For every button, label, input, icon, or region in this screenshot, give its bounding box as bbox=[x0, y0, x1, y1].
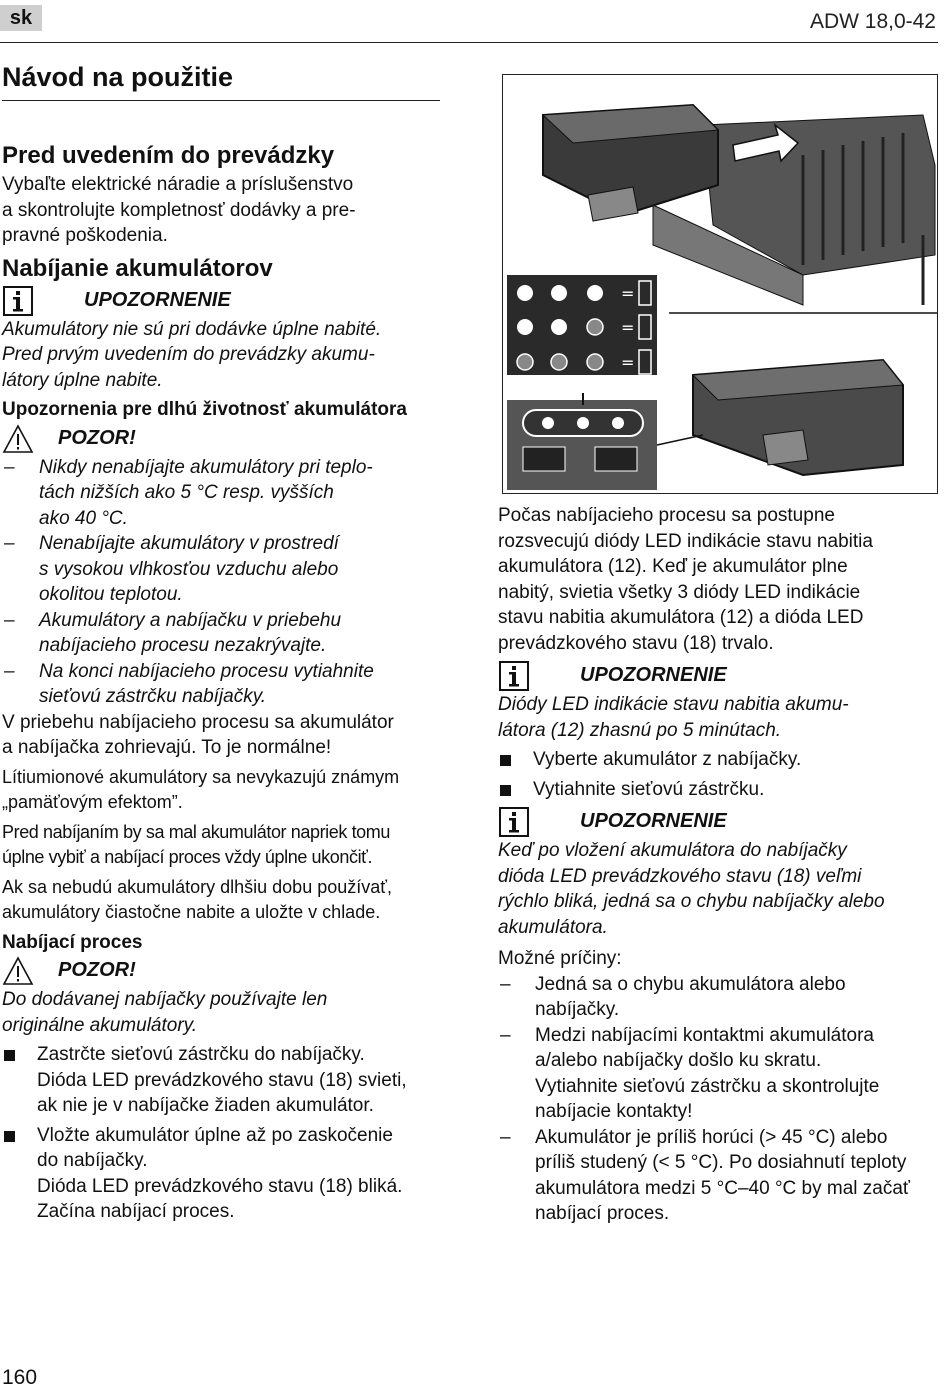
list-item bbox=[498, 747, 936, 773]
language-tag: sk bbox=[0, 5, 42, 31]
notice-label: UPOZORNENIE bbox=[580, 664, 727, 687]
list-item: – Akumulátory a nabíjačku v priebehu nabíjacieho procesu nezakrývajte. bbox=[2, 608, 440, 659]
text-line: dióda LED prevádzkového stavu (18) veľmi bbox=[498, 865, 862, 887]
notice-box bbox=[2, 285, 440, 317]
text-line: Na konci nabíjacieho procesu vytiahnite bbox=[39, 660, 374, 682]
header-divider bbox=[0, 42, 938, 43]
text-line: nabitý, svietia všetky 3 diódy LED indikácie bbox=[498, 581, 861, 603]
paragraph bbox=[2, 710, 440, 761]
text-line: okolitou teplotou. bbox=[39, 584, 183, 605]
page-number: 160 bbox=[2, 1366, 38, 1389]
list-item: – Na konci nabíjacieho procesu vytiahnite sieťovú zástrčku nabíjačky. bbox=[2, 659, 440, 710]
caution-label: POZOR! bbox=[58, 426, 136, 449]
text-line: Ak sa nebudú akumulátory dlhšiu dobu používať, bbox=[2, 876, 392, 897]
text-line: Jedná sa o chybu akumulátora alebo bbox=[535, 973, 846, 995]
text-line: a/alebo nabíjačky došlo ku skratu. bbox=[535, 1050, 822, 1071]
causes-label: Možné príčiny: bbox=[498, 948, 622, 969]
text-line: Začína nabíjací proces. bbox=[37, 1201, 235, 1222]
text-line: nabíjačky. bbox=[535, 999, 620, 1020]
left-column bbox=[2, 140, 440, 1225]
text-line: rozsvecujú diódy LED indikácie stavu nabitia bbox=[498, 530, 873, 552]
right-column bbox=[498, 503, 936, 1227]
text-line: sieťovú zástrčku nabíjačky. bbox=[39, 686, 267, 707]
bullet-square-icon bbox=[4, 1050, 15, 1061]
text-line: Vytiahnite sieťovú zástrčku. bbox=[533, 778, 765, 800]
text-line: pravné poškodenia. bbox=[2, 225, 168, 246]
text-line: prevádzkového stavu (18) trvalo. bbox=[498, 632, 774, 654]
notice-text bbox=[498, 838, 936, 940]
text-line: Počas nabíjacieho procesu sa postupne bbox=[498, 505, 835, 526]
page-title: Návod na použitie bbox=[2, 62, 234, 92]
info-icon bbox=[2, 285, 34, 317]
text-line: a nabíjačka zohrievajú. To je normálne! bbox=[2, 737, 332, 758]
text-line: s vysokou vlhkosťou vzduchu alebo bbox=[39, 558, 339, 580]
svg-text:=: = bbox=[621, 284, 635, 303]
notice-label: UPOZORNENIE bbox=[580, 810, 727, 833]
text-line: stavu nabitia akumulátora (12) a dióda LED bbox=[498, 607, 864, 628]
text-line: akumulátora. bbox=[498, 916, 608, 938]
paragraph bbox=[2, 875, 440, 926]
notice-box bbox=[498, 806, 936, 838]
text-line: nabíjacieho procesu nezakrývajte. bbox=[39, 635, 327, 656]
notice-text bbox=[2, 317, 440, 394]
text-line: Vyberte akumulátor z nabíjačky. bbox=[533, 749, 802, 770]
text-line: V priebehu nabíjacieho procesu sa akumulátor bbox=[2, 711, 394, 733]
section-heading-charging-process: Nabíjací proces bbox=[2, 931, 143, 953]
causes-list bbox=[498, 972, 936, 1227]
charger-illustration bbox=[502, 74, 938, 494]
text-line: „pamäťovým efektom”. bbox=[2, 792, 183, 812]
warning-triangle-icon bbox=[2, 423, 34, 455]
text-line: látora (12) zhasnú po 5 minútach. bbox=[498, 719, 782, 741]
text-line: tách nižších ako 5 °C resp. vyšších bbox=[39, 482, 334, 503]
text-line: Nikdy nenabíjajte akumulátory pri teplo- bbox=[39, 456, 373, 478]
list-item: – Nikdy nenabíjajte akumulátory pri teplo- tách nižších ako 5 °C resp. vyšších ako 40 °C. bbox=[2, 455, 440, 532]
title-divider bbox=[2, 100, 440, 101]
caution-text bbox=[2, 987, 440, 1038]
text-line: akumulátory čiastočne nabite a uložte v chlade. bbox=[2, 902, 381, 922]
text-line: akumulátora (12). Keď je akumulátor plne bbox=[498, 556, 848, 577]
text-line: Medzi nabíjacími kontaktmi akumulátora bbox=[535, 1024, 874, 1046]
bullet-square-icon bbox=[4, 1131, 15, 1142]
text-line: Pred prvým uvedením do prevádzky akumu- bbox=[2, 344, 375, 365]
text-line: Vložte akumulátor úplne až po zaskočenie bbox=[37, 1124, 393, 1146]
bullet-square-icon bbox=[500, 785, 511, 796]
info-icon bbox=[498, 660, 530, 692]
bullet-square-icon bbox=[500, 755, 511, 766]
text-line: príliš studený (< 5 °C). Po dosiahnutí teploty bbox=[535, 1152, 907, 1173]
model-name: ADW 18,0-42 bbox=[809, 10, 936, 33]
text-line: Keď po vložení akumulátora do nabíjačky bbox=[498, 840, 847, 861]
text-line: Lítiumionové akumulátory sa nevykazujú známym bbox=[2, 766, 400, 787]
list-item: – Nenabíjajte akumulátory v prostredí s vysokou vlhkosťou vzduchu alebo okolitou teplotou. bbox=[2, 531, 440, 608]
text-line: Dióda LED prevádzkového stavu (18) svieti, bbox=[37, 1069, 407, 1091]
info-icon bbox=[498, 806, 530, 838]
caution-box bbox=[2, 423, 440, 455]
text-line: látory úplne nabite. bbox=[2, 369, 163, 391]
list-item bbox=[2, 1042, 440, 1119]
text-line: akumulátora medzi 5 °C–40 °C by mal začať bbox=[535, 1177, 911, 1199]
text-line: a skontrolujte kompletnosť dodávky a pre- bbox=[2, 199, 356, 221]
text-line: Dióda LED prevádzkového stavu (18) bliká. bbox=[37, 1175, 403, 1197]
section-heading-charging: Nabíjanie akumulátorov bbox=[2, 254, 273, 282]
notice-box bbox=[498, 660, 936, 692]
list-item: – Medzi nabíjacími kontaktmi akumulátora a/alebo nabíjačky došlo ku skratu. Vytiahnite sieťovú zástrčku a skontrolujte nabíjacie kontakty! bbox=[498, 1023, 936, 1125]
svg-text:=: = bbox=[621, 353, 635, 372]
text-line: úplne vybiť a nabíjací proces vždy úplne ukončiť. bbox=[2, 847, 373, 867]
text-line: Zastrčte sieťovú zástrčku do nabíjačky. bbox=[37, 1044, 365, 1065]
text-line: Akumulátor je príliš horúci (> 45 °C) alebo bbox=[535, 1126, 888, 1148]
text-line: nabíjacie kontakty! bbox=[535, 1101, 693, 1122]
text-line: Diódy LED indikácie stavu nabitia akumu- bbox=[498, 694, 849, 715]
text-line: Nenabíjajte akumulátory v prostredí bbox=[39, 533, 339, 554]
list-item: – Jedná sa o chybu akumulátora alebo nabíjačky. bbox=[498, 972, 936, 1023]
text-line: do nabíjačky. bbox=[37, 1150, 148, 1171]
caution-label: POZOR! bbox=[58, 959, 136, 982]
warning-triangle-icon bbox=[2, 955, 34, 987]
list-item bbox=[498, 777, 936, 803]
notice-label: UPOZORNENIE bbox=[84, 288, 231, 311]
text-line: nabíjací proces. bbox=[535, 1203, 670, 1224]
svg-text:=: = bbox=[621, 318, 635, 337]
text-line: Akumulátory a nabíjačku v priebehu bbox=[39, 609, 342, 631]
text-line: Vytiahnite sieťovú zástrčku a skontrolujte bbox=[535, 1075, 880, 1097]
text-line: Do dodávanej nabíjačky používajte len bbox=[2, 989, 328, 1010]
paragraph bbox=[498, 503, 936, 656]
text-line: originálne akumulátory. bbox=[2, 1014, 198, 1036]
list-item bbox=[2, 1123, 440, 1225]
paragraph bbox=[2, 765, 440, 816]
caution-box bbox=[2, 955, 440, 987]
paragraph bbox=[2, 820, 440, 871]
caution-list bbox=[2, 455, 440, 710]
notice-text bbox=[498, 692, 936, 743]
text-line: Pred nabíjaním by sa mal akumulátor napriek tomu bbox=[2, 821, 390, 842]
text-line: ak nie je v nabíjačke žiaden akumulátor. bbox=[37, 1095, 374, 1116]
list-item: – Akumulátor je príliš horúci (> 45 °C) alebo príliš studený (< 5 °C). Po dosiahnutí teploty akumulátora medzi 5 °C–40 °C by mal začať nabíjací proces. bbox=[498, 1125, 936, 1227]
text-line: Vybaľte elektrické náradie a príslušenstvo bbox=[2, 174, 354, 195]
text-line: rýchlo bliká, jedná sa o chybu nabíjačky alebo bbox=[498, 891, 885, 912]
text-line: ako 40 °C. bbox=[39, 507, 128, 529]
before-use-text bbox=[2, 172, 440, 249]
section-heading-before-use: Pred uvedením do prevádzky bbox=[2, 142, 335, 169]
section-heading-battery-life: Upozornenia pre dlhú životnosť akumulátora bbox=[2, 399, 407, 420]
text-line: Akumulátory nie sú pri dodávke úplne nabité. bbox=[2, 318, 382, 340]
